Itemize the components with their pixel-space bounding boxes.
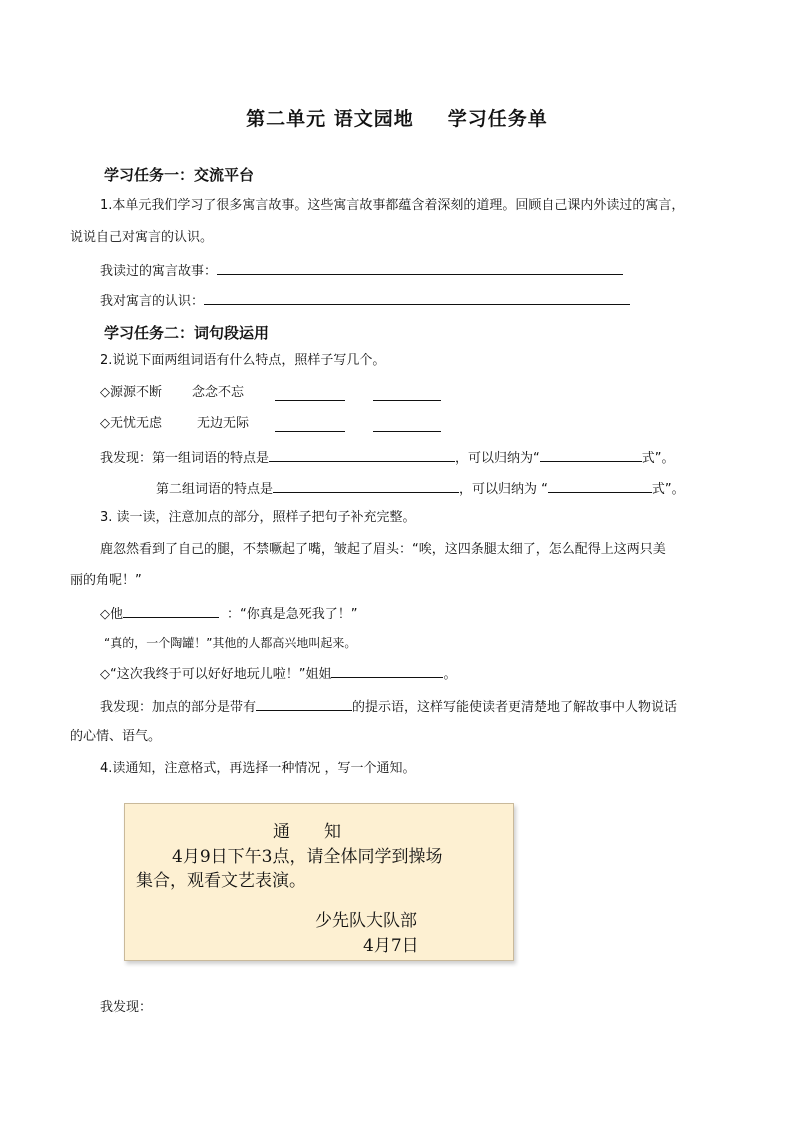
page-title xyxy=(0,104,794,131)
fable-understanding-row xyxy=(100,290,630,311)
title-part2: 学习任务单 xyxy=(447,108,548,130)
finding3-text-2: 的提示语，这样写能使读者更清楚地了解故事中人物说话 xyxy=(352,700,678,715)
group1-blank2[interactable] xyxy=(373,386,441,401)
group2-word1: ◇无忧无虑 xyxy=(100,416,162,431)
finding1-text-2: ，可以归纳为“ xyxy=(455,451,540,466)
example-sister-end: 。 xyxy=(443,667,457,682)
read-fables-blank[interactable] xyxy=(217,260,623,275)
finding4-label: 我发现： xyxy=(100,1000,153,1015)
finding1-blank-pattern[interactable] xyxy=(540,447,642,462)
notice-body-line1: 4月9日下午3点，请全体同学到操场 xyxy=(172,847,443,867)
deer-sentence-line1: 鹿忽然看到了自己的腿，不禁噘起了嘴，皱起了眉头：“唉，这四条腿太细了，怎么配得上这两只美 xyxy=(100,542,666,557)
example-he-row xyxy=(100,603,357,624)
finding3-line2: 的心情、语气。 xyxy=(70,729,162,744)
jar-sentence: “真的，一个陶罐！”其他的人都高兴地叫起来。 xyxy=(104,636,357,650)
finding1-row xyxy=(100,447,675,468)
group1-word1: ◇源源不断 xyxy=(100,385,162,400)
group1-blank1[interactable] xyxy=(275,386,345,401)
example-sister-text: ◇“这次我终于可以好好地玩儿啦！”姐姐 xyxy=(100,667,332,682)
example-he-blank[interactable] xyxy=(123,603,219,618)
finding1-blank-feature[interactable] xyxy=(269,447,455,462)
q4-text: 4.读通知，注意格式，再选择一种情况 ，写一个通知。 xyxy=(100,761,416,776)
q3-text: 3. 读一读，注意加点的部分，照样子把句子补充完整。 xyxy=(100,510,416,525)
fable-understanding-blank[interactable] xyxy=(204,290,630,305)
notice-signature: 少先队大队部 xyxy=(315,911,417,931)
read-fables-row xyxy=(100,260,623,281)
finding2-blank-feature[interactable] xyxy=(273,478,459,493)
finding3-blank[interactable] xyxy=(256,696,352,711)
read-fables-label: 我读过的寓言故事： xyxy=(100,264,218,279)
example-he-text: ◇他 xyxy=(100,607,123,622)
notice-heading: 通 知 xyxy=(273,822,341,842)
group1-word2: 念念不忘 xyxy=(192,385,245,400)
finding1-text-3: 式”。 xyxy=(641,451,675,466)
fable-understanding-label: 我对寓言的认识： xyxy=(100,294,205,309)
example-sister-blank[interactable] xyxy=(331,663,443,678)
q1-line2: 说说自己对寓言的认识。 xyxy=(70,230,214,245)
finding1-text: 我发现：第一组词语的特点是 xyxy=(100,451,270,466)
finding2-text-2: ，可以归纳为 “ xyxy=(459,482,548,497)
example-sister-row xyxy=(100,663,456,684)
q2-text: 2.说说下面两组词语有什么特点，照样子写几个。 xyxy=(100,353,386,368)
q1-line1: 1.本单元我们学习了很多寓言故事。这些寓言故事都蕴含着深刻的道理。回顾自己课内外读过的寓言， xyxy=(100,198,685,213)
finding3-row xyxy=(100,696,677,717)
group2-blank1[interactable] xyxy=(275,417,345,432)
notice-body-line2: 集合，观看文艺表演。 xyxy=(136,871,306,891)
notice-card xyxy=(124,803,514,961)
deer-sentence-line2: 丽的角呢！” xyxy=(70,573,142,588)
finding2-text: 第二组词语的特点是 xyxy=(156,482,274,497)
finding3-text: 我发现：加点的部分是带有 xyxy=(100,700,257,715)
task2-heading: 学习任务二：词句段运用 xyxy=(104,324,270,342)
task1-heading: 学习任务一：交流平台 xyxy=(104,166,255,184)
group2-blank2[interactable] xyxy=(373,417,441,432)
finding2-row xyxy=(156,478,685,499)
finding2-blank-pattern[interactable] xyxy=(548,478,652,493)
finding2-text-3: 式”。 xyxy=(651,482,685,497)
group2-word2: 无边无际 xyxy=(197,416,250,431)
notice-date: 4月7日 xyxy=(363,936,419,956)
title-part1: 第二单元 语文园地 xyxy=(246,108,414,130)
example-he-quote: ：“你真是急死我了！” xyxy=(227,607,358,622)
